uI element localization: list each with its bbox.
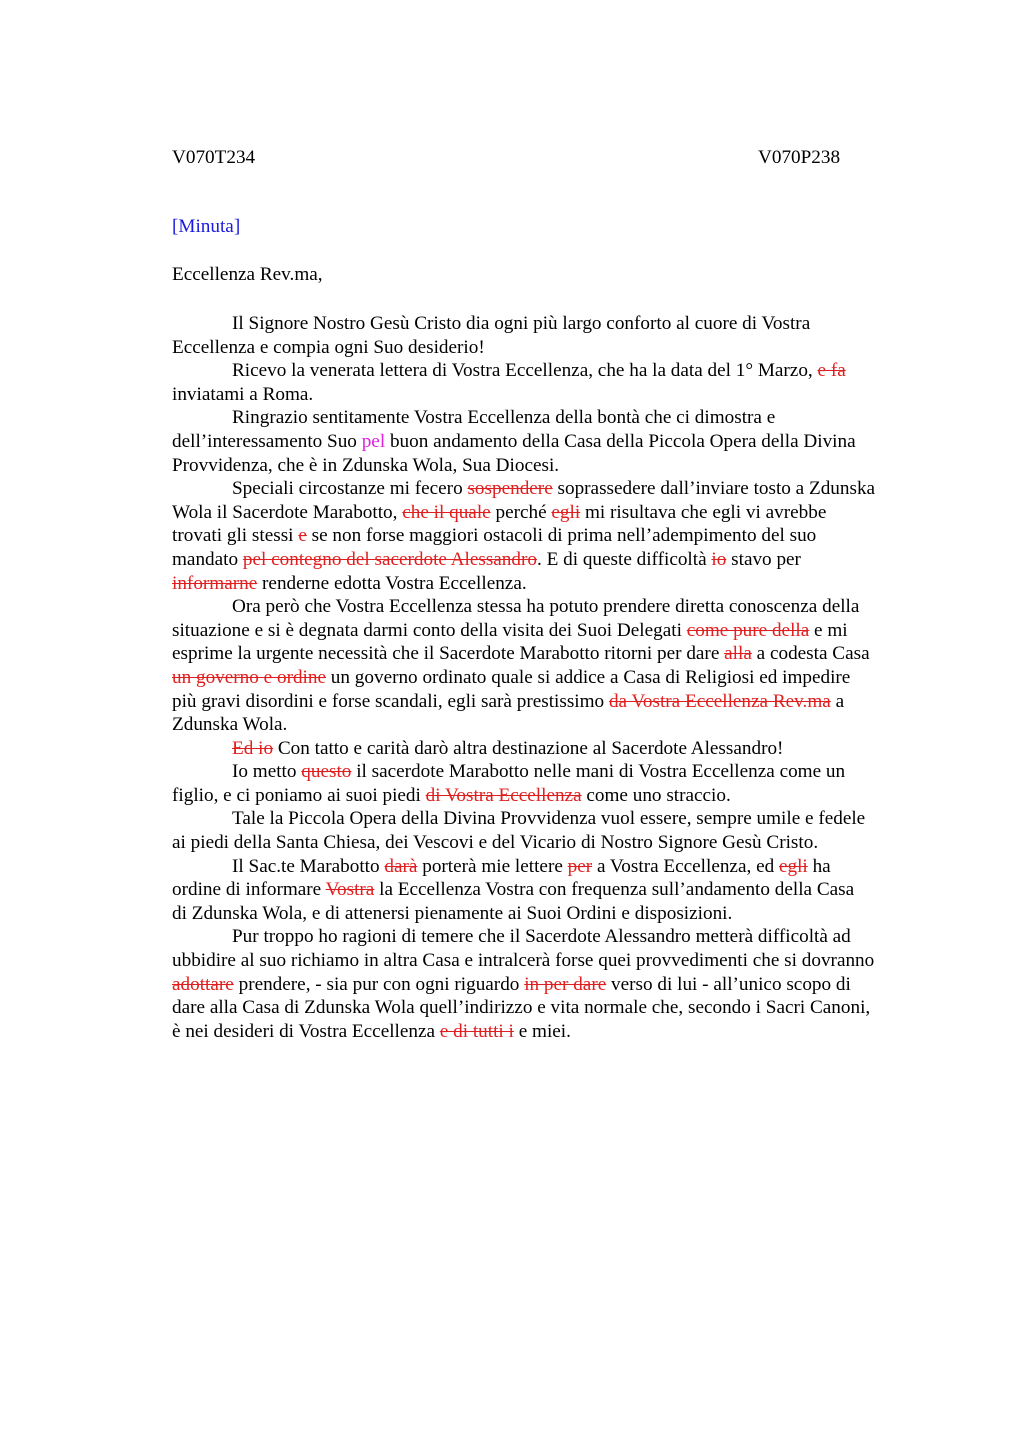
text-line: di Zdunska Wola, e di attenersi pienamente ai Suoi Ordini e disposizioni.: [172, 902, 733, 924]
deleted-text: adottare: [172, 973, 234, 995]
deleted-text: alla: [724, 643, 752, 665]
letter-body: [172, 312, 930, 1043]
text-line: Io metto questo il sacerdote Marabotto nelle mani di Vostra Eccellenza come un: [232, 761, 846, 783]
document-code-left: V070T234: [172, 147, 256, 168]
text-line: ordine di informare Vostra la Eccellenza Vostra con frequenza sull’andamento della Casa: [172, 879, 855, 901]
salutation: Eccellenza Rev.ma,: [172, 264, 323, 285]
deleted-text: darà: [384, 855, 418, 877]
paragraph-5: [172, 595, 930, 737]
text-line: situazione e si è degnata darmi conto della visita dei Suoi Delegati come pure della e mi: [172, 619, 848, 641]
text-line: mandato pel contegno del sacerdote Alessandro. E di queste difficoltà io stavo per: [172, 548, 801, 570]
paragraph-3: [172, 406, 930, 477]
paragraph-9: [172, 855, 930, 926]
text-line: ubbidire al suo richiamo in altra Casa e intralcerà forse quei provvedimenti che si dovranno: [172, 950, 875, 972]
deleted-text: un governo e ordine: [172, 666, 326, 688]
deleted-text: in per dare: [524, 973, 607, 995]
deleted-text: egli: [551, 501, 581, 523]
paragraph-8: [172, 807, 930, 854]
text-line: Eccellenza e compia ogni Suo desiderio!: [172, 336, 485, 358]
text-line: figlio, e ci poniamo ai suoi piedi di Vostra Eccellenza come uno straccio.: [172, 784, 731, 806]
deleted-text: Ed io: [232, 737, 274, 759]
paragraph-10: [172, 925, 930, 1043]
text-line: Pur troppo ho ragioni di temere che il Sacerdote Alessandro metterà difficoltà ad: [232, 926, 851, 948]
deleted-text: di Vostra Eccellenza: [425, 784, 582, 806]
text-line: Il Signore Nostro Gesù Cristo dia ogni più largo conforto al cuore di Vostra: [232, 313, 811, 334]
text-line: Wola il Sacerdote Marabotto, che il quale perché egli mi risultava che egli vi avrebbe: [172, 501, 827, 523]
document-code-right: V070P238: [758, 147, 841, 168]
paragraph-4: [172, 477, 930, 595]
text-line: Ringrazio sentitamente Vostra Eccellenza della bontà che ci dimostra e: [232, 407, 776, 429]
text-line: un governo e ordine un governo ordinato quale si addice a Casa di Religiosi ed impedire: [172, 666, 851, 688]
text-line: Ricevo la venerata lettera di Vostra Eccellenza, che ha la data del 1° Marzo, e fa: [232, 360, 846, 382]
text-line: dare alla Casa di Zdunska Wola quell’indirizzo e vita normale che, secondo i Sacri Canoni,: [172, 997, 871, 1019]
deleted-text: sospendere: [467, 478, 553, 500]
deleted-text: pel contegno del sacerdote Alessandro: [242, 548, 537, 570]
text-line: Speciali circostanze mi fecero sospendere soprassedere dall’inviare tosto a Zdunska: [232, 478, 876, 500]
deleted-text: questo: [301, 761, 352, 783]
deleted-text: che il quale: [402, 501, 491, 523]
deleted-text: e fa: [817, 360, 846, 382]
text-line: Tale la Piccola Opera della Divina Provvidenza vuol essere, sempre umile e fedele: [232, 808, 866, 830]
deleted-text: e di tutti i: [439, 1020, 514, 1042]
text-line: trovati gli stessi e se non forse maggiori ostacoli di prima nell’adempimento del suo: [172, 525, 817, 547]
deleted-text: come pure della: [686, 619, 810, 641]
deleted-text: per: [567, 855, 593, 877]
paragraph-7: [172, 760, 930, 807]
minuta-label: [Minuta]: [172, 216, 241, 237]
highlighted-word: pel: [361, 430, 386, 452]
text-line: informarne renderne edotta Vostra Eccellenza.: [172, 572, 527, 594]
text-line: inviatami a Roma.: [172, 383, 314, 405]
text-line: è nei desideri di Vostra Eccellenza e di tutti i e miei.: [172, 1020, 571, 1042]
deleted-text: Vostra: [325, 879, 375, 901]
paragraph-1: [172, 312, 930, 359]
paragraph-2: [172, 359, 930, 406]
deleted-text: e: [298, 525, 307, 547]
text-line: dell’interessamento Suo pel buon andamento della Casa della Piccola Opera della Divina: [172, 430, 856, 452]
text-line: esprime la urgente necessità che il Sacerdote Marabotto ritorni per dare alla a codesta Casa: [172, 643, 870, 665]
deleted-text: io: [711, 548, 727, 570]
text-line: Ora però che Vostra Eccellenza stessa ha potuto prendere diretta conoscenza della: [232, 596, 860, 618]
text-line: ai piedi della Santa Chiesa, dei Vescovi e del Vicario di Nostro Signore Gesù Cristo.: [172, 832, 819, 854]
text-line: Zdunska Wola.: [172, 714, 288, 736]
text-line: più gravi disordini e forse scandali, egli sarà prestissimo da Vostra Eccellenza Rev.ma a: [172, 690, 845, 712]
text-line: Ed io Con tatto e carità darò altra destinazione al Sacerdote Alessandro!: [232, 737, 784, 759]
text-line: adottare prendere, - sia pur con ogni riguardo in per dare verso di lui - all’unico scopo di: [172, 973, 851, 995]
text-line: Il Sac.te Marabotto darà porterà mie lettere per a Vostra Eccellenza, ed egli ha: [232, 855, 831, 877]
deleted-text: egli: [778, 855, 808, 877]
text-line: Provvidenza, che è in Zdunska Wola, Sua Diocesi.: [172, 454, 560, 476]
deleted-text: da Vostra Eccellenza Rev.ma: [608, 690, 831, 712]
paragraph-6: [172, 737, 930, 761]
deleted-text: informarne: [172, 572, 258, 594]
